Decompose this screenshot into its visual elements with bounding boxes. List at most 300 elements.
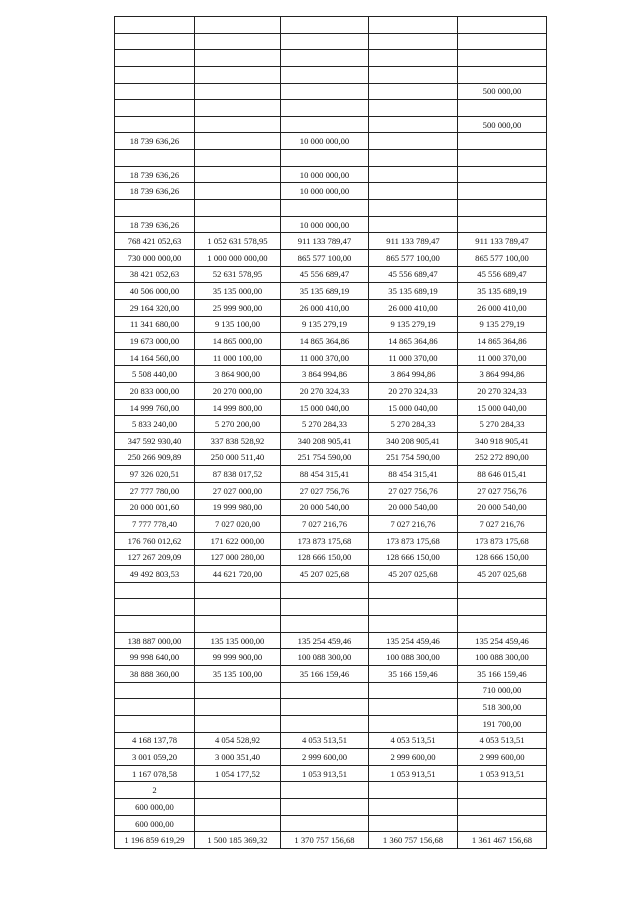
table-cell: 5 833 240,00 — [115, 416, 195, 433]
table-cell: 128 666 150,00 — [281, 549, 369, 566]
table-cell — [281, 799, 369, 816]
table-cell: 15 000 040,00 — [369, 399, 458, 416]
table-cell: 45 207 025,68 — [369, 566, 458, 583]
table-cell: 911 133 789,47 — [369, 233, 458, 250]
table-cell: 11 341 680,00 — [115, 316, 195, 333]
table-cell: 251 754 590,00 — [281, 449, 369, 466]
table-cell — [458, 17, 547, 34]
table-cell — [195, 815, 281, 832]
table-cell: 1 054 177,52 — [195, 765, 281, 782]
table-cell: 35 135 100,00 — [195, 665, 281, 682]
table-cell — [281, 116, 369, 133]
table-row — [115, 166, 547, 183]
table-cell: 191 700,00 — [458, 715, 547, 732]
table-cell: 135 254 459,46 — [458, 632, 547, 649]
table-cell: 3 001 059,20 — [115, 749, 195, 766]
table-cell — [195, 66, 281, 83]
table-cell — [115, 83, 195, 100]
table-cell — [458, 616, 547, 633]
table-cell: 88 454 315,41 — [281, 466, 369, 483]
table-row — [115, 316, 547, 333]
table-cell — [195, 116, 281, 133]
table-cell — [281, 582, 369, 599]
table-cell: 911 133 789,47 — [458, 233, 547, 250]
table-cell: 176 760 012,62 — [115, 532, 195, 549]
table-cell: 250 266 909,89 — [115, 449, 195, 466]
table-row — [115, 216, 547, 233]
table-cell — [458, 799, 547, 816]
table-cell — [369, 599, 458, 616]
table-cell: 1 167 078,58 — [115, 765, 195, 782]
table-cell: 18 739 636,26 — [115, 183, 195, 200]
table-cell: 20 000 540,00 — [281, 499, 369, 516]
table-row — [115, 150, 547, 167]
table-cell: 865 577 100,00 — [369, 249, 458, 266]
table-row — [115, 532, 547, 549]
table-cell: 710 000,00 — [458, 682, 547, 699]
table-cell: 252 272 890,00 — [458, 449, 547, 466]
table-cell — [115, 116, 195, 133]
table-row — [115, 782, 547, 799]
table-cell — [458, 66, 547, 83]
table-cell: 15 000 040,00 — [458, 399, 547, 416]
table-cell: 1 000 000 000,00 — [195, 249, 281, 266]
table-cell — [369, 699, 458, 716]
table-cell — [369, 815, 458, 832]
table-cell: 173 873 175,68 — [458, 532, 547, 549]
table-cell: 1 053 913,51 — [458, 765, 547, 782]
table-cell: 88 454 315,41 — [369, 466, 458, 483]
table-cell: 3 864 900,00 — [195, 366, 281, 383]
table-row — [115, 416, 547, 433]
table-cell — [195, 616, 281, 633]
table-cell: 9 135 100,00 — [195, 316, 281, 333]
table-cell — [458, 200, 547, 217]
table-cell: 20 000 540,00 — [458, 499, 547, 516]
table-cell — [458, 782, 547, 799]
table-cell — [115, 582, 195, 599]
table-row — [115, 116, 547, 133]
table-row — [115, 266, 547, 283]
table-row — [115, 549, 547, 566]
table-row — [115, 399, 547, 416]
table-cell — [369, 50, 458, 67]
table-cell — [195, 582, 281, 599]
table-cell: 10 000 000,00 — [281, 133, 369, 150]
table-cell: 135 135 000,00 — [195, 632, 281, 649]
table-cell: 3 000 351,40 — [195, 749, 281, 766]
table-cell: 45 207 025,68 — [281, 566, 369, 583]
table-cell — [458, 50, 547, 67]
table-cell: 20 270 324,33 — [369, 383, 458, 400]
table-cell: 26 000 410,00 — [369, 299, 458, 316]
table-cell: 340 918 905,41 — [458, 433, 547, 450]
table-cell — [195, 715, 281, 732]
table-row — [115, 616, 547, 633]
table-cell: 19 673 000,00 — [115, 333, 195, 350]
table-cell — [281, 50, 369, 67]
table-row — [115, 732, 547, 749]
table-cell — [369, 616, 458, 633]
table-row — [115, 66, 547, 83]
table-cell: 9 135 279,19 — [458, 316, 547, 333]
table-cell: 2 999 600,00 — [281, 749, 369, 766]
table-cell: 97 326 020,51 — [115, 466, 195, 483]
table-cell — [369, 799, 458, 816]
table-cell: 600 000,00 — [115, 799, 195, 816]
table-cell: 337 838 528,92 — [195, 433, 281, 450]
table-cell: 88 646 015,41 — [458, 466, 547, 483]
table-row — [115, 17, 547, 34]
table-cell: 87 838 017,52 — [195, 466, 281, 483]
table-cell — [369, 133, 458, 150]
table-cell — [369, 216, 458, 233]
table-row — [115, 499, 547, 516]
table-cell — [281, 782, 369, 799]
table-cell: 5 270 284,33 — [369, 416, 458, 433]
table-cell: 29 164 320,00 — [115, 299, 195, 316]
table-cell — [369, 150, 458, 167]
table-cell — [195, 133, 281, 150]
table-cell: 10 000 000,00 — [281, 183, 369, 200]
table-cell: 1 500 185 369,32 — [195, 832, 281, 849]
table-cell: 347 592 930,40 — [115, 433, 195, 450]
table-cell: 911 133 789,47 — [281, 233, 369, 250]
table-cell: 7 027 020,00 — [195, 516, 281, 533]
table-cell — [195, 17, 281, 34]
table-cell — [369, 116, 458, 133]
table-cell: 600 000,00 — [115, 815, 195, 832]
table-cell: 1 361 467 156,68 — [458, 832, 547, 849]
table-cell: 40 506 000,00 — [115, 283, 195, 300]
table-cell: 14 164 560,00 — [115, 349, 195, 366]
table-cell: 127 267 209,09 — [115, 549, 195, 566]
table-row — [115, 283, 547, 300]
table-cell — [369, 100, 458, 117]
table-cell: 26 000 410,00 — [458, 299, 547, 316]
table-cell — [195, 100, 281, 117]
table-cell: 7 027 216,76 — [458, 516, 547, 533]
table-cell — [369, 166, 458, 183]
table-row — [115, 566, 547, 583]
table-cell: 45 207 025,68 — [458, 566, 547, 583]
table-row — [115, 333, 547, 350]
table-cell — [369, 715, 458, 732]
table-cell: 14 999 760,00 — [115, 399, 195, 416]
table-cell — [115, 616, 195, 633]
table-cell: 35 135 689,19 — [281, 283, 369, 300]
table-cell: 251 754 590,00 — [369, 449, 458, 466]
table-row — [115, 50, 547, 67]
table-cell — [458, 33, 547, 50]
table-row — [115, 765, 547, 782]
table-cell: 20 833 000,00 — [115, 383, 195, 400]
table-cell — [369, 66, 458, 83]
table-row — [115, 582, 547, 599]
table-cell: 11 000 370,00 — [458, 349, 547, 366]
table-row — [115, 249, 547, 266]
financial-table — [114, 16, 547, 849]
table-cell: 5 508 440,00 — [115, 366, 195, 383]
table-cell — [195, 166, 281, 183]
table-cell: 52 631 578,95 — [195, 266, 281, 283]
table-row — [115, 183, 547, 200]
table-cell: 10 000 000,00 — [281, 216, 369, 233]
table-row — [115, 299, 547, 316]
table-cell: 5 270 200,00 — [195, 416, 281, 433]
table-cell — [281, 200, 369, 217]
table-cell: 2 — [115, 782, 195, 799]
table-row — [115, 599, 547, 616]
table-cell: 38 421 052,63 — [115, 266, 195, 283]
table-cell: 18 739 636,26 — [115, 166, 195, 183]
table-cell: 10 000 000,00 — [281, 166, 369, 183]
table-cell — [369, 782, 458, 799]
table-cell — [281, 715, 369, 732]
table-cell — [369, 33, 458, 50]
table-cell: 27 777 780,00 — [115, 482, 195, 499]
table-cell: 135 254 459,46 — [369, 632, 458, 649]
table-cell: 20 270 324,33 — [458, 383, 547, 400]
table-row — [115, 433, 547, 450]
table-cell: 20 000 001,60 — [115, 499, 195, 516]
table-cell: 20 270 324,33 — [281, 383, 369, 400]
table-cell — [195, 183, 281, 200]
table-cell — [369, 682, 458, 699]
table-cell: 100 088 300,00 — [281, 649, 369, 666]
table-cell — [195, 33, 281, 50]
table-cell: 19 999 980,00 — [195, 499, 281, 516]
table-cell: 173 873 175,68 — [281, 532, 369, 549]
table-row — [115, 449, 547, 466]
table-row — [115, 383, 547, 400]
table-cell — [195, 782, 281, 799]
table-cell — [281, 17, 369, 34]
table-cell: 15 000 040,00 — [281, 399, 369, 416]
table-cell — [281, 83, 369, 100]
table-cell: 5 270 284,33 — [281, 416, 369, 433]
table-cell: 26 000 410,00 — [281, 299, 369, 316]
table-cell: 100 088 300,00 — [369, 649, 458, 666]
table-cell: 500 000,00 — [458, 83, 547, 100]
table-row — [115, 715, 547, 732]
table-cell: 18 739 636,26 — [115, 216, 195, 233]
table-row — [115, 83, 547, 100]
table-cell: 1 370 757 156,68 — [281, 832, 369, 849]
table-cell: 14 865 364,86 — [369, 333, 458, 350]
table-cell — [115, 66, 195, 83]
table-cell: 35 135 689,19 — [458, 283, 547, 300]
table-cell: 127 000 280,00 — [195, 549, 281, 566]
table-cell: 35 166 159,46 — [281, 665, 369, 682]
table-row — [115, 649, 547, 666]
table-cell — [115, 33, 195, 50]
table-cell: 7 777 778,40 — [115, 516, 195, 533]
table-cell: 1 052 631 578,95 — [195, 233, 281, 250]
table-cell: 1 360 757 156,68 — [369, 832, 458, 849]
table-cell — [458, 100, 547, 117]
table-row — [115, 466, 547, 483]
table-cell — [369, 183, 458, 200]
table-row — [115, 349, 547, 366]
table-cell — [458, 815, 547, 832]
table-cell: 173 873 175,68 — [369, 532, 458, 549]
table-cell — [281, 599, 369, 616]
table-cell — [458, 133, 547, 150]
table-cell: 3 864 994,86 — [281, 366, 369, 383]
table-cell: 1 053 913,51 — [281, 765, 369, 782]
table-cell: 340 208 905,41 — [369, 433, 458, 450]
table-cell: 4 053 513,51 — [369, 732, 458, 749]
table-cell: 730 000 000,00 — [115, 249, 195, 266]
table-cell: 3 864 994,86 — [369, 366, 458, 383]
table-cell: 11 000 370,00 — [281, 349, 369, 366]
table-cell — [281, 815, 369, 832]
table-cell — [281, 33, 369, 50]
table-cell: 45 556 689,47 — [458, 266, 547, 283]
table-cell — [458, 599, 547, 616]
table-row — [115, 799, 547, 816]
table-cell: 99 998 640,00 — [115, 649, 195, 666]
table-cell: 44 621 720,00 — [195, 566, 281, 583]
table-cell: 2 999 600,00 — [369, 749, 458, 766]
table-cell: 100 088 300,00 — [458, 649, 547, 666]
table-row — [115, 832, 547, 849]
table-cell: 27 027 756,76 — [281, 482, 369, 499]
table-row — [115, 100, 547, 117]
table-cell: 128 666 150,00 — [369, 549, 458, 566]
table-cell: 14 865 000,00 — [195, 333, 281, 350]
table-cell: 500 000,00 — [458, 116, 547, 133]
table-cell: 27 027 756,76 — [369, 482, 458, 499]
table-cell — [115, 699, 195, 716]
table-cell: 14 865 364,86 — [281, 333, 369, 350]
table-cell — [115, 599, 195, 616]
table-cell: 340 208 905,41 — [281, 433, 369, 450]
table-cell — [458, 582, 547, 599]
table-cell: 865 577 100,00 — [281, 249, 369, 266]
table-row — [115, 665, 547, 682]
table-cell: 27 027 756,76 — [458, 482, 547, 499]
table-cell — [115, 100, 195, 117]
table-cell — [195, 699, 281, 716]
table-cell — [195, 83, 281, 100]
table-row — [115, 200, 547, 217]
table-cell — [195, 799, 281, 816]
table-cell: 7 027 216,76 — [369, 516, 458, 533]
table-row — [115, 749, 547, 766]
table-cell: 11 000 370,00 — [369, 349, 458, 366]
table-cell — [369, 83, 458, 100]
table-cell: 14 865 364,86 — [458, 333, 547, 350]
table-row — [115, 682, 547, 699]
table-cell — [281, 616, 369, 633]
table-cell: 27 027 000,00 — [195, 482, 281, 499]
table-cell: 250 000 511,40 — [195, 449, 281, 466]
table-cell — [458, 150, 547, 167]
table-cell: 3 864 994,86 — [458, 366, 547, 383]
table-cell — [369, 582, 458, 599]
table-cell: 518 300,00 — [458, 699, 547, 716]
table-cell: 35 135 000,00 — [195, 283, 281, 300]
table-cell — [281, 682, 369, 699]
table-cell: 4 054 528,92 — [195, 732, 281, 749]
table-cell — [458, 166, 547, 183]
table-row — [115, 482, 547, 499]
table-cell: 25 999 900,00 — [195, 299, 281, 316]
table-cell: 2 999 600,00 — [458, 749, 547, 766]
table-cell: 7 027 216,76 — [281, 516, 369, 533]
table-cell — [281, 150, 369, 167]
table-cell — [458, 216, 547, 233]
table-cell — [369, 17, 458, 34]
table-cell: 9 135 279,19 — [369, 316, 458, 333]
table-body — [115, 17, 547, 849]
table-row — [115, 516, 547, 533]
table-row — [115, 632, 547, 649]
table-cell — [369, 200, 458, 217]
table-cell — [115, 682, 195, 699]
table-cell — [281, 699, 369, 716]
table-cell: 4 168 137,78 — [115, 732, 195, 749]
table-cell: 38 888 360,00 — [115, 665, 195, 682]
table-cell — [195, 682, 281, 699]
table-cell — [115, 17, 195, 34]
table-cell — [195, 150, 281, 167]
table-cell: 138 887 000,00 — [115, 632, 195, 649]
table-row — [115, 815, 547, 832]
table-cell: 49 492 803,53 — [115, 566, 195, 583]
table-cell — [195, 200, 281, 217]
table-cell: 45 556 689,47 — [369, 266, 458, 283]
table-cell: 14 999 800,00 — [195, 399, 281, 416]
table-cell — [115, 715, 195, 732]
table-row — [115, 699, 547, 716]
table-cell: 45 556 689,47 — [281, 266, 369, 283]
table-cell: 18 739 636,26 — [115, 133, 195, 150]
table-cell: 768 421 052,63 — [115, 233, 195, 250]
table-cell: 20 270 000,00 — [195, 383, 281, 400]
table-cell: 135 254 459,46 — [281, 632, 369, 649]
table-row — [115, 366, 547, 383]
table-cell: 4 053 513,51 — [281, 732, 369, 749]
table-cell: 35 166 159,46 — [458, 665, 547, 682]
table-cell — [281, 66, 369, 83]
table-cell — [458, 183, 547, 200]
table-cell: 1 053 913,51 — [369, 765, 458, 782]
table-cell: 99 999 900,00 — [195, 649, 281, 666]
table-cell: 9 135 279,19 — [281, 316, 369, 333]
table-row — [115, 33, 547, 50]
table-cell — [195, 216, 281, 233]
table-cell: 865 577 100,00 — [458, 249, 547, 266]
table-cell — [115, 150, 195, 167]
table-cell — [195, 50, 281, 67]
table-cell — [115, 200, 195, 217]
table-cell: 11 000 100,00 — [195, 349, 281, 366]
table-cell: 5 270 284,33 — [458, 416, 547, 433]
table-cell: 1 196 859 619,29 — [115, 832, 195, 849]
table-cell: 20 000 540,00 — [369, 499, 458, 516]
table-row — [115, 133, 547, 150]
table-cell: 35 166 159,46 — [369, 665, 458, 682]
table-cell: 35 135 689,19 — [369, 283, 458, 300]
table-cell — [115, 50, 195, 67]
table-cell — [281, 100, 369, 117]
table-row — [115, 233, 547, 250]
table-cell: 4 053 513,51 — [458, 732, 547, 749]
table-cell — [195, 599, 281, 616]
